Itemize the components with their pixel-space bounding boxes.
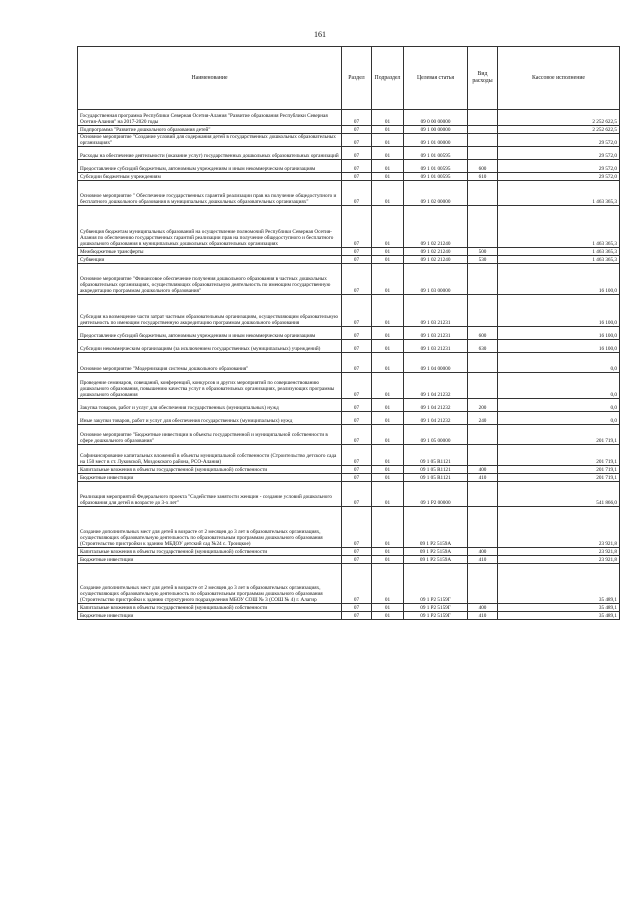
row-amount: 1 463 365,3 bbox=[498, 248, 620, 256]
row-section: 07 bbox=[342, 110, 372, 126]
row-kind: 530 bbox=[468, 256, 498, 264]
row-article: 09 1 03 21231 bbox=[404, 295, 468, 327]
row-subsection: 01 bbox=[372, 445, 404, 466]
table-row bbox=[78, 466, 620, 474]
row-kind: 410 bbox=[468, 612, 498, 620]
table-row bbox=[78, 134, 620, 147]
row-article: 09 1 P2 5159А bbox=[404, 507, 468, 548]
row-amount: 29 572,0 bbox=[498, 147, 620, 160]
header-row bbox=[78, 47, 620, 110]
row-amount: 0,0 bbox=[498, 399, 620, 412]
row-subsection: 01 bbox=[372, 373, 404, 399]
row-section: 07 bbox=[342, 126, 372, 134]
row-name: Создание дополнительных мест для детей в возрасте от 2 месяцев до 3 лет в образовательных организациях, осуществляющих образовательную деятельность по образовательным программам дошкольного образования (Строительство пристройки к зданию структурного подразделения МБОУ СОШ № 3 (СОШ № 4) г. Алагир bbox=[78, 564, 342, 604]
row-article: 09 1 P2 5159А bbox=[404, 548, 468, 556]
row-article: 09 1 03 00000 bbox=[404, 264, 468, 295]
row-name: Предоставление субсидий бюджетным, автономным учреждениям и иным некоммерческим организациям bbox=[78, 327, 342, 340]
row-amount: 35 489,1 bbox=[498, 612, 620, 620]
row-section: 07 bbox=[342, 248, 372, 256]
row-amount: 201 719,1 bbox=[498, 466, 620, 474]
table-row bbox=[78, 612, 620, 620]
table-row bbox=[78, 173, 620, 181]
row-subsection: 01 bbox=[372, 466, 404, 474]
row-amount: 0,0 bbox=[498, 353, 620, 373]
row-article: 09 1 P2 00000 bbox=[404, 482, 468, 507]
row-amount: 1 463 365,3 bbox=[498, 181, 620, 206]
row-section: 07 bbox=[342, 412, 372, 425]
row-kind: 600 bbox=[468, 327, 498, 340]
table-row bbox=[78, 340, 620, 353]
row-subsection: 01 bbox=[372, 482, 404, 507]
row-amount: 0,0 bbox=[498, 412, 620, 425]
row-article: 09 0 00 00000 bbox=[404, 110, 468, 126]
table-row bbox=[78, 548, 620, 556]
row-kind bbox=[468, 134, 498, 147]
row-article: 09 1 02 21240 bbox=[404, 248, 468, 256]
row-amount: 541 866,0 bbox=[498, 482, 620, 507]
row-amount: 35 489,1 bbox=[498, 604, 620, 612]
table-row bbox=[78, 425, 620, 445]
row-name: Субвенции bbox=[78, 256, 342, 264]
table-row bbox=[78, 256, 620, 264]
row-kind: 600 bbox=[468, 160, 498, 173]
row-kind bbox=[468, 445, 498, 466]
row-subsection: 01 bbox=[372, 147, 404, 160]
row-subsection: 01 bbox=[372, 173, 404, 181]
row-article: 09 1 01 00595 bbox=[404, 147, 468, 160]
row-section: 07 bbox=[342, 295, 372, 327]
table-row bbox=[78, 264, 620, 295]
table-row bbox=[78, 206, 620, 248]
row-kind bbox=[468, 507, 498, 548]
row-article: 09 1 P2 5159А bbox=[404, 556, 468, 564]
row-section: 07 bbox=[342, 147, 372, 160]
row-name: Основное мероприятие "Бюджетные инвестиции в объекты государственной и муниципальной собственности в сфере дошкольного образования" bbox=[78, 425, 342, 445]
row-article: 09 1 01 00000 bbox=[404, 134, 468, 147]
row-amount: 16 100,0 bbox=[498, 264, 620, 295]
row-amount: 2 252 622,5 bbox=[498, 126, 620, 134]
row-amount: 23 921,8 bbox=[498, 556, 620, 564]
row-subsection: 01 bbox=[372, 295, 404, 327]
row-amount: 0,0 bbox=[498, 373, 620, 399]
row-article: 09 1 03 21231 bbox=[404, 327, 468, 340]
row-amount: 29 572,0 bbox=[498, 173, 620, 181]
row-article: 09 1 05 R1121 bbox=[404, 474, 468, 482]
row-article: 09 1 00 00000 bbox=[404, 126, 468, 134]
row-subsection: 01 bbox=[372, 353, 404, 373]
header-section: Раздел bbox=[342, 47, 372, 110]
table-row bbox=[78, 564, 620, 604]
row-name: Государственная программа Республики Северная Осетия-Алания "Развитие образования Республики Северная Осетия-Алания" на 2017-2020 годы bbox=[78, 110, 342, 126]
row-subsection: 01 bbox=[372, 556, 404, 564]
row-subsection: 01 bbox=[372, 134, 404, 147]
row-section: 07 bbox=[342, 564, 372, 604]
header-expense-type: Вид расходы bbox=[468, 47, 498, 110]
row-amount: 1 463 365,3 bbox=[498, 206, 620, 248]
row-section: 07 bbox=[342, 466, 372, 474]
table-row bbox=[78, 327, 620, 340]
row-section: 07 bbox=[342, 399, 372, 412]
row-name: Иные закупки товаров, работ и услуг для обеспечения государственных (муниципальных) нужд bbox=[78, 412, 342, 425]
row-subsection: 01 bbox=[372, 412, 404, 425]
row-name: Межбюджетные трансферты bbox=[78, 248, 342, 256]
row-kind bbox=[468, 181, 498, 206]
row-section: 07 bbox=[342, 206, 372, 248]
row-kind: 500 bbox=[468, 248, 498, 256]
row-name: Создание дополнительных мест для детей в возрасте от 2 месяцев до 3 лет в образовательных организациях, осуществляющих образовательную деятельность по образовательным программам дошкольного образования (Строительство пристройки к зданию МБДОУ детский сад №24 с. Троицкое) bbox=[78, 507, 342, 548]
row-subsection: 01 bbox=[372, 340, 404, 353]
row-kind bbox=[468, 564, 498, 604]
table-row bbox=[78, 110, 620, 126]
row-article: 09 1 02 00000 bbox=[404, 181, 468, 206]
row-kind: 200 bbox=[468, 399, 498, 412]
row-amount: 16 100,0 bbox=[498, 295, 620, 327]
row-section: 07 bbox=[342, 134, 372, 147]
row-subsection: 01 bbox=[372, 612, 404, 620]
row-name: Субсидии некоммерческим организациям (за исключением государственных (муниципальных) учреждений) bbox=[78, 340, 342, 353]
row-section: 07 bbox=[342, 264, 372, 295]
row-amount: 23 921,8 bbox=[498, 548, 620, 556]
row-article: 09 1 01 00595 bbox=[404, 160, 468, 173]
row-kind bbox=[468, 295, 498, 327]
row-subsection: 01 bbox=[372, 548, 404, 556]
table-row bbox=[78, 295, 620, 327]
row-name: Бюджетные инвестиции bbox=[78, 612, 342, 620]
row-name: Основное мероприятие "Финансовое обеспечение получения дошкольного образования в частных дошкольных образовательных организациях, осуществляющих образовательную деятельность по имеющим государственную аккредитацию программам дошкольного образования" bbox=[78, 264, 342, 295]
header-target-article: Целевая статья bbox=[404, 47, 468, 110]
row-name: Субсидия на возмещение части затрат частным образовательным организациям, осуществляющим образовательную деятельность по имеющим государственную аккредитацию программам дошкольного образования bbox=[78, 295, 342, 327]
table-row bbox=[78, 126, 620, 134]
row-section: 07 bbox=[342, 445, 372, 466]
row-name: Субсидии бюджетным учреждениям bbox=[78, 173, 342, 181]
row-article: 09 1 02 21240 bbox=[404, 206, 468, 248]
row-amount: 2 252 622,5 bbox=[498, 110, 620, 126]
row-section: 07 bbox=[342, 327, 372, 340]
row-article: 09 1 05 00000 bbox=[404, 425, 468, 445]
row-name: Основное мероприятие "Модернизация системы дошкольного образования" bbox=[78, 353, 342, 373]
row-amount: 201 719,1 bbox=[498, 425, 620, 445]
row-article: 09 1 04 00000 bbox=[404, 353, 468, 373]
table-row bbox=[78, 445, 620, 466]
row-section: 07 bbox=[342, 612, 372, 620]
table-row bbox=[78, 373, 620, 399]
row-amount: 201 719,1 bbox=[498, 474, 620, 482]
row-article: 09 1 04 21232 bbox=[404, 399, 468, 412]
row-subsection: 01 bbox=[372, 110, 404, 126]
header-subsection: Подраздел bbox=[372, 47, 404, 110]
page-number: 161 bbox=[314, 30, 326, 39]
table-row bbox=[78, 412, 620, 425]
row-article: 09 1 P2 5159Г bbox=[404, 612, 468, 620]
row-kind bbox=[468, 353, 498, 373]
row-kind bbox=[468, 373, 498, 399]
row-kind: 400 bbox=[468, 548, 498, 556]
row-subsection: 01 bbox=[372, 327, 404, 340]
row-kind bbox=[468, 425, 498, 445]
row-kind bbox=[468, 110, 498, 126]
row-name: Предоставление субсидий бюджетным, автономным учреждениям и иным некоммерческим организациям bbox=[78, 160, 342, 173]
table-row bbox=[78, 353, 620, 373]
table-row bbox=[78, 507, 620, 548]
row-article: 09 1 05 R1121 bbox=[404, 445, 468, 466]
row-kind bbox=[468, 206, 498, 248]
row-amount: 16 100,0 bbox=[498, 327, 620, 340]
row-subsection: 01 bbox=[372, 604, 404, 612]
row-name: Капитальные вложения в объекты государственной (муниципальной) собственности bbox=[78, 604, 342, 612]
row-section: 07 bbox=[342, 160, 372, 173]
row-subsection: 01 bbox=[372, 248, 404, 256]
row-kind bbox=[468, 126, 498, 134]
row-kind: 610 bbox=[468, 173, 498, 181]
row-section: 07 bbox=[342, 474, 372, 482]
row-kind: 400 bbox=[468, 466, 498, 474]
row-kind: 410 bbox=[468, 556, 498, 564]
row-kind bbox=[468, 147, 498, 160]
row-kind: 400 bbox=[468, 604, 498, 612]
row-amount: 16 100,0 bbox=[498, 340, 620, 353]
row-subsection: 01 bbox=[372, 256, 404, 264]
row-article: 09 1 P2 5159Г bbox=[404, 604, 468, 612]
row-article: 09 1 04 21232 bbox=[404, 412, 468, 425]
row-section: 07 bbox=[342, 425, 372, 445]
header-cash-execution: Кассовое исполнение bbox=[498, 47, 620, 110]
row-section: 07 bbox=[342, 181, 372, 206]
row-kind: 240 bbox=[468, 412, 498, 425]
row-subsection: 01 bbox=[372, 264, 404, 295]
row-name: Закупка товаров, работ и услуг для обеспечения государственных (муниципальных) нужд bbox=[78, 399, 342, 412]
row-article: 09 1 02 21240 bbox=[404, 256, 468, 264]
row-article: 09 1 P2 5159Г bbox=[404, 564, 468, 604]
row-amount: 29 572,0 bbox=[498, 160, 620, 173]
row-section: 07 bbox=[342, 373, 372, 399]
table-row bbox=[78, 399, 620, 412]
row-section: 07 bbox=[342, 256, 372, 264]
row-section: 07 bbox=[342, 604, 372, 612]
row-article: 09 1 04 21232 bbox=[404, 373, 468, 399]
row-article: 09 1 01 00595 bbox=[404, 173, 468, 181]
row-amount: 1 463 365,3 bbox=[498, 256, 620, 264]
row-section: 07 bbox=[342, 507, 372, 548]
row-article: 09 1 05 R1121 bbox=[404, 466, 468, 474]
row-subsection: 01 bbox=[372, 181, 404, 206]
table-row bbox=[78, 160, 620, 173]
row-section: 07 bbox=[342, 340, 372, 353]
row-name: Капитальные вложения в объекты государственной (муниципальной) собственности bbox=[78, 548, 342, 556]
header-name: Наименование bbox=[78, 47, 342, 110]
row-subsection: 01 bbox=[372, 160, 404, 173]
table-row bbox=[78, 147, 620, 160]
row-article: 09 1 03 21231 bbox=[404, 340, 468, 353]
row-subsection: 01 bbox=[372, 564, 404, 604]
row-subsection: 01 bbox=[372, 507, 404, 548]
table-row bbox=[78, 556, 620, 564]
table-row bbox=[78, 181, 620, 206]
row-name: Бюджетные инвестиции bbox=[78, 556, 342, 564]
table-row bbox=[78, 248, 620, 256]
row-subsection: 01 bbox=[372, 425, 404, 445]
row-section: 07 bbox=[342, 556, 372, 564]
row-subsection: 01 bbox=[372, 399, 404, 412]
row-kind: 630 bbox=[468, 340, 498, 353]
table-row bbox=[78, 482, 620, 507]
row-section: 07 bbox=[342, 482, 372, 507]
row-name: Основное мероприятие " Обеспечение государственных гарантий реализации прав на получение общедоступного и бесплатного дошкольного образования в муниципальных дошкольных образовательных организациях" bbox=[78, 181, 342, 206]
row-subsection: 01 bbox=[372, 126, 404, 134]
row-name: Проведение семинаров, совещаний, конференций, конкурсов и других мероприятий по совершенствованию дошкольного образования, повышению качества услуг в образовательных организациях, реализующих программы дошкольного образования bbox=[78, 373, 342, 399]
row-kind bbox=[468, 482, 498, 507]
row-name: Софинансирование капитальных вложений в объекты муниципальной собственности (Строительство детского сада на 150 мест в ст. Луковской, Моздокского района, РСО-Алания) bbox=[78, 445, 342, 466]
row-name: Субвенция бюджетам муниципальных образований на осуществление полномочий Республики Северная Осетия-Алания по обеспечению государственных гарантий реализации прав на получение общедоступного и бесплатного дошкольного образования в муниципальных дошкольных образовательных организациях bbox=[78, 206, 342, 248]
row-subsection: 01 bbox=[372, 206, 404, 248]
row-name: Капитальные вложения в объекты государственной (муниципальной) собственности bbox=[78, 466, 342, 474]
table-row bbox=[78, 604, 620, 612]
row-section: 07 bbox=[342, 548, 372, 556]
row-subsection: 01 bbox=[372, 474, 404, 482]
row-name: Расходы на обеспечение деятельности (оказание услуг) государственных дошкольных образовательных организаций bbox=[78, 147, 342, 160]
row-name: Реализация мероприятий Федерального проекта "Содействие занятости женщин - создание условий дошкольного образования для детей в возрасте до 3-х лет" bbox=[78, 482, 342, 507]
row-kind bbox=[468, 264, 498, 295]
row-name: Подпрограмма "Развитие дошкольного образования детей" bbox=[78, 126, 342, 134]
row-name: Бюджетные инвестиции bbox=[78, 474, 342, 482]
row-amount: 29 572,0 bbox=[498, 134, 620, 147]
row-section: 07 bbox=[342, 353, 372, 373]
row-amount: 35 489,1 bbox=[498, 564, 620, 604]
budget-table bbox=[77, 46, 620, 620]
row-amount: 201 719,1 bbox=[498, 445, 620, 466]
table-row bbox=[78, 474, 620, 482]
row-amount: 23 921,8 bbox=[498, 507, 620, 548]
row-kind: 410 bbox=[468, 474, 498, 482]
row-section: 07 bbox=[342, 173, 372, 181]
row-name: Основное мероприятие "Создание условий для содержания детей в государственных дошкольных образовательных организациях" bbox=[78, 134, 342, 147]
